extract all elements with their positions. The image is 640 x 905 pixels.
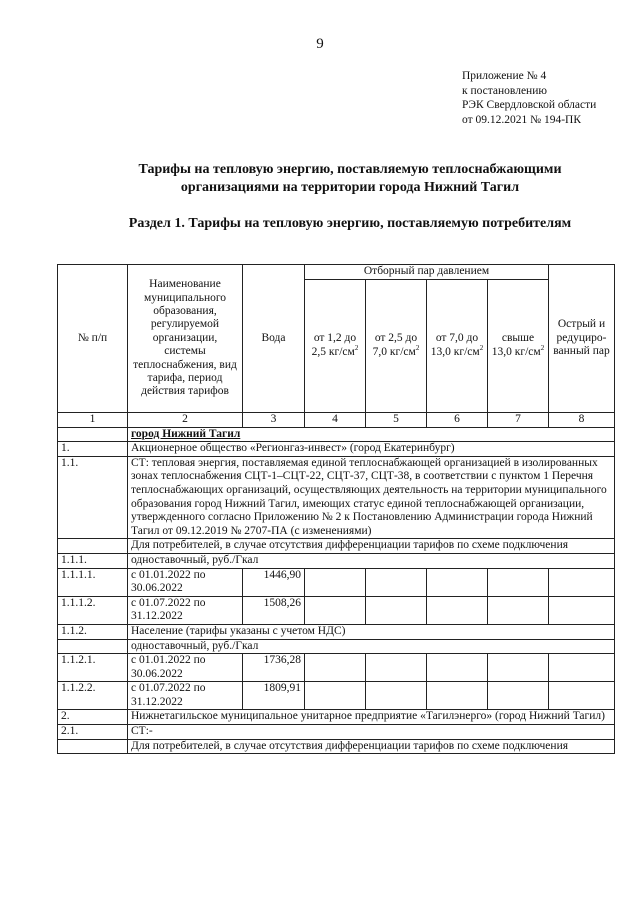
consumer-category: Население (тарифы указаны с учетом НДС)	[128, 624, 615, 639]
empty-cell	[488, 596, 549, 624]
organization-name: Нижнетагильское муниципальное унитарное предприятие «Тагилэнерго» (город Нижний Тагил)	[128, 710, 615, 725]
row-num: 2.	[58, 710, 128, 725]
row-num: 1.1.1.	[58, 553, 128, 568]
header-pressure-4: свыше 13,0 $кг/см^2$	[488, 280, 549, 413]
appendix-line: Приложение № 4	[462, 70, 547, 82]
document-title	[60, 161, 640, 197]
tariff-period: с 01.01.2022 по 30.06.2022	[128, 568, 243, 596]
column-index: 3	[243, 413, 305, 428]
row-num: 1.1.2.1.	[58, 654, 128, 682]
tariff-period: с 01.07.2022 по 31.12.2022	[128, 682, 243, 710]
empty-cell	[488, 654, 549, 682]
empty-cell	[305, 568, 366, 596]
header-pressure-1: от 1,2 до 2,5 $кг/см^2$	[305, 280, 366, 413]
tariff-type: одноставочный, руб./Гкал	[128, 639, 615, 654]
row-num	[58, 539, 128, 554]
column-index: 1	[58, 413, 128, 428]
appendix-line: РЭК Свердловской области	[462, 99, 597, 111]
title-line: Тарифы на тепловую энергию, поставляемую теплоснабжающими	[138, 162, 562, 177]
column-index: 2	[128, 413, 243, 428]
empty-cell	[549, 568, 615, 596]
page-number: 9	[316, 36, 324, 52]
consumer-category: Для потребителей, в случае отсутствия дифференциации тарифов по схеме подключения	[128, 539, 615, 554]
tariff-period: с 01.01.2022 по 30.06.2022	[128, 654, 243, 682]
row-num: 1.	[58, 442, 128, 457]
supply-system-description: СТ:-	[128, 725, 615, 740]
empty-cell	[366, 682, 427, 710]
column-index: 4	[305, 413, 366, 428]
column-index: 7	[488, 413, 549, 428]
header-name: Наименование муниципального образования, регулируемой организации, системы теплоснабжения, вид тарифа, период действия тарифов	[128, 265, 243, 413]
header-steam-group: Отборный пар давлением	[305, 265, 549, 280]
empty-cell	[549, 654, 615, 682]
water-tariff-value: 1809,91	[243, 682, 305, 710]
tariff-table	[57, 264, 615, 754]
column-index: 6	[427, 413, 488, 428]
empty-cell	[427, 568, 488, 596]
city-heading: город Нижний Тагил	[128, 427, 615, 442]
row-num: 1.1.2.2.	[58, 682, 128, 710]
empty-cell	[488, 568, 549, 596]
appendix-line: к постановлению	[462, 84, 547, 97]
title-line: организациями на территории города Нижний Тагил	[180, 180, 520, 195]
row-num	[58, 427, 128, 442]
row-num: 1.1.1.2.	[58, 596, 128, 624]
header-water: Вода	[243, 265, 305, 413]
empty-cell	[427, 596, 488, 624]
empty-cell	[305, 596, 366, 624]
water-tariff-value: 1508,26	[243, 596, 305, 624]
tariff-period: с 01.07.2022 по 31.12.2022	[128, 596, 243, 624]
empty-cell	[427, 654, 488, 682]
header-sharp-steam: Острый и редуциро-ванный пар	[549, 265, 615, 413]
row-num: 1.1.	[58, 456, 128, 539]
row-num: 1.1.1.1.	[58, 568, 128, 596]
water-tariff-value: 1446,90	[243, 568, 305, 596]
empty-cell	[549, 682, 615, 710]
empty-cell	[305, 654, 366, 682]
supply-system-description: СТ: тепловая энергия, поставляемая единой теплоснабжающей организацией в изолированных зонах теплоснабжения СЦТ-1–СЦТ-22, СЦТ-37, СЦТ-38, в соответствии с пунктом 1 Перечня теплоснабжающих организаций, осуществляющих деятельность на территории муниципального образования город Нижний Тагил, имеющих статус единой теплоснабжающей организации, утвержденного согласно Приложению № 2 к Постановлению Администрации города Нижний Тагил от 09.12.2019 № 2707-ПА (с изменениями)	[128, 456, 615, 539]
consumer-category: Для потребителей, в случае отсутствия дифференциации тарифов по схеме подключения	[128, 739, 615, 754]
row-num: 1.1.2.	[58, 624, 128, 639]
appendix-line: от 09.12.2021 № 194-ПК	[462, 113, 582, 126]
section-heading: Раздел 1. Тарифы на тепловую энергию, поставляемую потребителям	[128, 216, 572, 231]
header-pressure-2: от 2,5 до 7,0 $кг/см^2$	[366, 280, 427, 413]
appendix-reference	[462, 69, 596, 127]
water-tariff-value: 1736,28	[243, 654, 305, 682]
header-pressure-3: от 7,0 до 13,0 $кг/см^2$	[427, 280, 488, 413]
column-index: 5	[366, 413, 427, 428]
row-num: 2.1.	[58, 725, 128, 740]
row-num	[58, 639, 128, 654]
empty-cell	[366, 596, 427, 624]
empty-cell	[549, 596, 615, 624]
empty-cell	[366, 568, 427, 596]
empty-cell	[427, 682, 488, 710]
empty-cell	[305, 682, 366, 710]
header-num: № п/п	[58, 265, 128, 413]
empty-cell	[488, 682, 549, 710]
column-index: 8	[549, 413, 615, 428]
row-num	[58, 739, 128, 754]
organization-name: Акционерное общество «Регионгаз-инвест» (город Екатеринбург)	[128, 442, 615, 457]
tariff-type: одноставочный, руб./Гкал	[128, 553, 615, 568]
empty-cell	[366, 654, 427, 682]
